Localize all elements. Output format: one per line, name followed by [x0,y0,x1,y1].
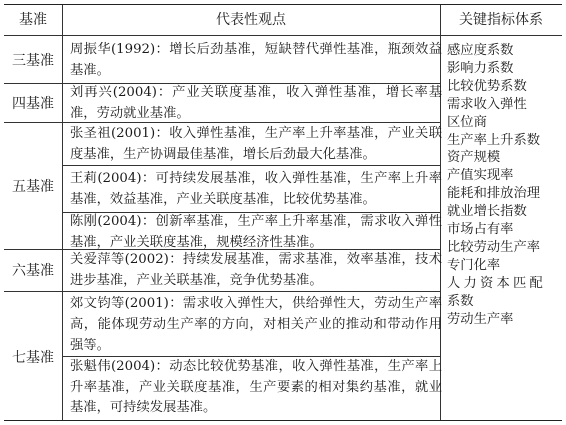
header-indicators: 关键指标体系 [459,12,543,28]
indicator-item: 产值实现率 [447,168,514,184]
indicator-item: 感应度系数 [447,43,514,58]
subrow-divider-1 [62,165,440,166]
view-wang-li: 王莉(2004)：可持续发展基准，收入弹性基准，生产率上升率基准，效益基准，产业关联度基准，比较优势基准。 [70,171,442,207]
indicator-item: 就业增长指数 [447,204,527,220]
category-three: 三基准 [12,52,54,69]
indicator-item: 比较优势系数 [447,78,527,94]
indicator-item: 市场占有率 [447,222,514,238]
view-chen-gang: 陈刚(2004)：创新率基准，生产率上升率基准，需求收入弹性基准，产业关联度基准，规模经济性基准。 [70,214,442,250]
view-zhou-zhenhua: 周振华(1992)：增长后劲基准，短缺替代弹性基准，瓶颈效益基准。 [70,42,442,78]
indicator-item: 影响力系数 [447,60,514,76]
view-qie-wenjun: 郊文钧等(2001)：需求收入弹性大，供给弹性大，劳动生产率高，能体现劳动生产率的方向，对相关产业的推动和带动作用强等。 [70,296,442,353]
view-zhang-kuiwei: 张魁伟(2004)：动态比较优势基准，收入弹性基准，生产率上升率基准，产业关联度基准，生产要素的相对集约基准，就业基准，可持续发展基准。 [70,359,442,415]
indicator-item: 系数 [447,293,474,309]
indicator-list [447,42,559,329]
table-header [4,5,562,36]
view-zhang-shengzu: 张圣祖(2001)：收入弹性基准，生产率上升率基准，产业关联度基准，生产协调最佳基准，增长后劲最大化基准。 [70,126,442,162]
category-six: 六基准 [12,263,54,279]
indicator-item: 专门化率 [447,257,501,273]
indicator-item: 生产率上升系数 [447,132,541,148]
indicator-item: 能耗和排放治理 [447,186,541,202]
indicator-item: 资产规模 [447,150,501,166]
row-divider-4 [4,291,440,292]
header-views: 代表性观点 [216,12,286,28]
indicator-item: 人力资本匹配 [447,275,546,291]
view-guan-aiping: 关爱萍等(2002)：持续发展基准，需求基准，效率基准，技术进步基准，产业关联基准，竞争优势基准。 [70,252,442,288]
category-five: 五基准 [12,178,54,195]
category-four: 四基准 [12,95,54,112]
header-basis: 基准 [19,12,47,28]
indicator-item: 区位商 [447,114,487,130]
view-liu-zaixing: 刘再兴(2004)：产业关联度基准，收入弹性基准，增长率基准，劳动就业基准。 [70,85,442,121]
indicator-item: 比较劳动生产率 [447,239,541,255]
category-seven: 七基准 [12,349,54,366]
indicator-item: 需求收入弹性 [447,96,527,112]
viewpoints-table [4,4,562,421]
indicator-item: 劳动生产率 [447,311,514,327]
